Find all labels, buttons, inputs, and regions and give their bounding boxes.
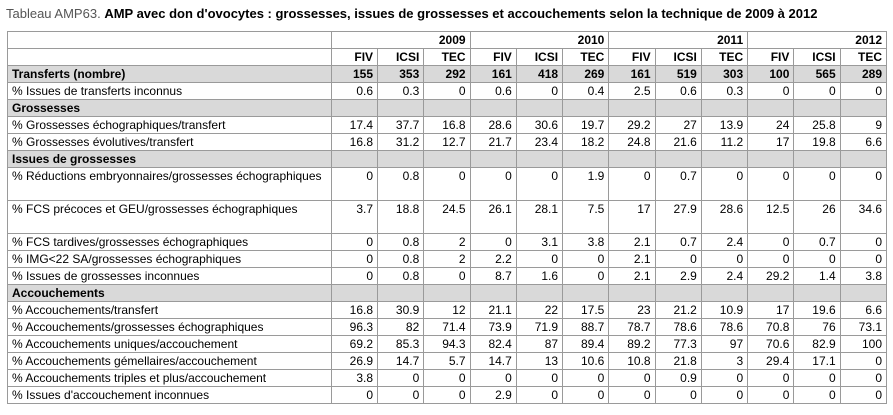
table-cell: 73.1 (840, 319, 886, 336)
table-cell: 6.6 (840, 302, 886, 319)
table-cell: 78.6 (701, 319, 747, 336)
table-cell (516, 285, 562, 302)
table-title (6, 6, 817, 21)
table-cell: 0 (331, 168, 377, 201)
table-row (8, 370, 887, 387)
table-cell: 26.1 (470, 201, 516, 234)
table-cell: 17 (748, 302, 794, 319)
table-cell (331, 100, 377, 117)
table-cell: 0 (840, 387, 886, 404)
table-row (8, 319, 887, 336)
table-cell: 78.6 (655, 319, 701, 336)
table-cell: 73.9 (470, 319, 516, 336)
table-cell (563, 285, 609, 302)
table-cell: 0 (748, 387, 794, 404)
table-cell: 0 (701, 370, 747, 387)
table-cell: 13.9 (701, 117, 747, 134)
year-header-row (8, 32, 887, 49)
table-cell: 0 (470, 234, 516, 251)
table-row (8, 251, 887, 268)
table-cell: 155 (331, 66, 377, 83)
technique-header: FIV (748, 49, 794, 66)
table-cell: 0 (424, 83, 470, 100)
table-cell: 82.4 (470, 336, 516, 353)
table-cell: 0 (424, 268, 470, 285)
table-cell: 0.8 (378, 251, 424, 268)
table-cell: 26.9 (331, 353, 377, 370)
table-cell: 0.8 (378, 168, 424, 201)
table-cell: 21.1 (470, 302, 516, 319)
table-cell: 0.6 (331, 83, 377, 100)
row-label: % Accouchements triples et plus/accouchement (8, 370, 332, 387)
row-label: % Accouchements/grossesses échographiques (8, 319, 332, 336)
table-cell: 2 (424, 234, 470, 251)
row-label: % Accouchements/transfert (8, 302, 332, 319)
table-cell (516, 100, 562, 117)
table-cell: 289 (840, 66, 886, 83)
row-label: % Grossesses échographiques/transfert (8, 117, 332, 134)
table-cell: 0 (424, 370, 470, 387)
table-cell: 71.4 (424, 319, 470, 336)
table-cell: 0 (840, 234, 886, 251)
table-cell (655, 151, 701, 168)
table-cell (655, 100, 701, 117)
table-cell: 0 (701, 387, 747, 404)
table-cell: 31.2 (378, 134, 424, 151)
year-header: 2012 (748, 32, 887, 49)
table-cell: 9 (840, 117, 886, 134)
table-cell (609, 151, 655, 168)
table-cell: 418 (516, 66, 562, 83)
table-cell: 3.1 (516, 234, 562, 251)
table-cell: 14.7 (470, 353, 516, 370)
table-cell: 100 (748, 66, 794, 83)
table-cell (840, 100, 886, 117)
table-row (8, 83, 887, 100)
table-cell: 269 (563, 66, 609, 83)
table-row (8, 268, 887, 285)
table-cell: 70.8 (748, 319, 794, 336)
table-cell: 17.5 (563, 302, 609, 319)
table-cell: 5.7 (424, 353, 470, 370)
technique-header: TEC (563, 49, 609, 66)
table-cell: 21.6 (655, 134, 701, 151)
table-cell: 6.6 (840, 134, 886, 151)
table-cell: 0 (378, 370, 424, 387)
table-cell: 88.7 (563, 319, 609, 336)
table-cell: 0 (563, 387, 609, 404)
table-cell: 0 (516, 168, 562, 201)
table-cell (470, 100, 516, 117)
table-cell: 28.6 (470, 117, 516, 134)
table-row (8, 201, 887, 234)
table-cell: 19.7 (563, 117, 609, 134)
row-label: % Issues de transferts inconnus (8, 83, 332, 100)
table-cell: 18.8 (378, 201, 424, 234)
table-cell: 10.8 (609, 353, 655, 370)
table-cell: 0 (655, 387, 701, 404)
table-cell: 0 (331, 234, 377, 251)
table-cell: 0 (840, 168, 886, 201)
table-cell (378, 151, 424, 168)
table-cell: 0 (748, 83, 794, 100)
table-cell: 0 (516, 83, 562, 100)
table-cell: 0 (516, 387, 562, 404)
table-cell: 0.9 (655, 370, 701, 387)
table-cell: 3.8 (331, 370, 377, 387)
table-cell: 71.9 (516, 319, 562, 336)
table-cell: 77.3 (655, 336, 701, 353)
table-cell: 97 (701, 336, 747, 353)
data-table (7, 31, 887, 404)
technique-header: TEC (424, 49, 470, 66)
header-blank-cell (8, 32, 332, 49)
table-cell (748, 100, 794, 117)
table-cell: 0 (424, 168, 470, 201)
table-cell: 89.4 (563, 336, 609, 353)
table-cell: 13 (516, 353, 562, 370)
table-cell: 3.7 (331, 201, 377, 234)
technique-header: TEC (840, 49, 886, 66)
technique-header: FIV (609, 49, 655, 66)
table-cell: 0.6 (655, 83, 701, 100)
table-cell: 1.6 (516, 268, 562, 285)
table-cell: 17 (748, 134, 794, 151)
table-cell: 70.6 (748, 336, 794, 353)
table-cell: 76 (794, 319, 840, 336)
table-cell: 12.7 (424, 134, 470, 151)
row-label: % Accouchements uniques/accouchement (8, 336, 332, 353)
section-row (8, 151, 887, 168)
table-cell: 0.6 (470, 83, 516, 100)
technique-header: ICSI (378, 49, 424, 66)
table-cell: 3.8 (840, 268, 886, 285)
table-cell: 0 (563, 251, 609, 268)
table-cell (840, 151, 886, 168)
technique-header: FIV (470, 49, 516, 66)
table-cell: 519 (655, 66, 701, 83)
table-cell: 0 (794, 387, 840, 404)
table-cell: 85.3 (378, 336, 424, 353)
table-cell: 30.6 (516, 117, 562, 134)
table-cell (794, 151, 840, 168)
table-cell: 10.6 (563, 353, 609, 370)
table-cell: 7.5 (563, 201, 609, 234)
table-cell (470, 285, 516, 302)
table-cell: 30.9 (378, 302, 424, 319)
section-label: Accouchements (8, 285, 332, 302)
table-cell: 0 (748, 370, 794, 387)
row-label: % Accouchements gémellaires/accouchement (8, 353, 332, 370)
table-cell: 0 (748, 234, 794, 251)
table-cell: 29.4 (748, 353, 794, 370)
table-cell: 78.7 (609, 319, 655, 336)
table-cell: 3.8 (563, 234, 609, 251)
table-cell: 2.1 (609, 234, 655, 251)
table-cell: 0 (748, 251, 794, 268)
table-caption: AMP avec don d'ovocytes : grossesses, issues de grossesses et accouchements selon la technique de 2009 à 2012 (104, 6, 818, 21)
table-cell: 19.8 (794, 134, 840, 151)
table-cell: 10.9 (701, 302, 747, 319)
table-cell (840, 285, 886, 302)
table-row (8, 336, 887, 353)
table-cell (563, 100, 609, 117)
table-cell (516, 151, 562, 168)
row-label: % Réductions embryonnaires/grossesses échographiques (8, 168, 332, 201)
table-cell: 94.3 (424, 336, 470, 353)
table-cell: 29.2 (748, 268, 794, 285)
table-cell: 34.6 (840, 201, 886, 234)
technique-header-row (8, 49, 887, 66)
table-cell: 0 (331, 251, 377, 268)
table-cell: 0 (609, 387, 655, 404)
table-cell: 0 (378, 387, 424, 404)
table-cell: 161 (470, 66, 516, 83)
table-cell: 0 (794, 168, 840, 201)
table-cell (794, 100, 840, 117)
table-cell (748, 285, 794, 302)
table-cell: 89.2 (609, 336, 655, 353)
table-cell: 11.2 (701, 134, 747, 151)
table-body (8, 32, 887, 404)
table-cell: 2.9 (470, 387, 516, 404)
table-cell (563, 151, 609, 168)
table-cell: 12.5 (748, 201, 794, 234)
table-cell: 1.4 (794, 268, 840, 285)
table-cell (794, 285, 840, 302)
row-label: % IMG<22 SA/grossesses échographiques (8, 251, 332, 268)
table-cell: 2 (424, 251, 470, 268)
table-cell (331, 151, 377, 168)
table-cell: 353 (378, 66, 424, 83)
table-cell: 0.3 (378, 83, 424, 100)
table-cell (424, 100, 470, 117)
table-cell: 28.6 (701, 201, 747, 234)
table-cell: 2.1 (609, 251, 655, 268)
section-label: Grossesses (8, 100, 332, 117)
table-cell: 22 (516, 302, 562, 319)
table-row (8, 234, 887, 251)
table-cell (378, 285, 424, 302)
row-label: % Issues de grossesses inconnues (8, 268, 332, 285)
table-cell: 2.2 (470, 251, 516, 268)
table-cell (701, 100, 747, 117)
table-cell: 0 (701, 251, 747, 268)
year-header: 2011 (609, 32, 748, 49)
table-cell: 27 (655, 117, 701, 134)
table-cell: 0 (609, 370, 655, 387)
table-cell: 29.2 (609, 117, 655, 134)
table-cell: 16.8 (424, 117, 470, 134)
section-row (8, 100, 887, 117)
table-cell: 0.7 (794, 234, 840, 251)
table-cell (609, 100, 655, 117)
table-cell: 8.7 (470, 268, 516, 285)
table-cell (424, 151, 470, 168)
table-cell: 27.9 (655, 201, 701, 234)
table-cell: 0 (655, 251, 701, 268)
technique-header: TEC (701, 49, 747, 66)
year-header: 2010 (470, 32, 609, 49)
table-cell: 0.8 (378, 234, 424, 251)
table-cell: 26 (794, 201, 840, 234)
row-label: % Grossesses évolutives/transfert (8, 134, 332, 151)
table-cell: 82.9 (794, 336, 840, 353)
table-cell: 303 (701, 66, 747, 83)
table-cell: 16.8 (331, 134, 377, 151)
table-cell: 0.3 (701, 83, 747, 100)
table-cell: 24.5 (424, 201, 470, 234)
table-cell: 2.4 (701, 234, 747, 251)
table-cell: 100 (840, 336, 886, 353)
table-cell: 82 (378, 319, 424, 336)
table-cell (378, 100, 424, 117)
table-cell (331, 285, 377, 302)
table-cell: 0 (794, 251, 840, 268)
table-cell: 0 (516, 370, 562, 387)
table-cell: 0 (794, 370, 840, 387)
table-cell: 96.3 (331, 319, 377, 336)
table-cell (609, 285, 655, 302)
table-cell: 21.8 (655, 353, 701, 370)
table-cell: 28.1 (516, 201, 562, 234)
row-label: % FCS précoces et GEU/grossesses échographiques (8, 201, 332, 234)
table-cell: 17.1 (794, 353, 840, 370)
table-row (8, 117, 887, 134)
table-cell (424, 285, 470, 302)
table-cell: 0 (331, 268, 377, 285)
table-cell: 24.8 (609, 134, 655, 151)
table-cell (655, 285, 701, 302)
table-cell: 565 (794, 66, 840, 83)
table-cell: 0 (794, 83, 840, 100)
table-cell (470, 151, 516, 168)
row-label: % Issues d'accouchement inconnues (8, 387, 332, 404)
table-cell: 0.8 (378, 268, 424, 285)
table-row (8, 66, 887, 83)
table-cell: 0 (840, 251, 886, 268)
table-cell: 292 (424, 66, 470, 83)
table-cell: 14.7 (378, 353, 424, 370)
table-row (8, 134, 887, 151)
table-cell: 3 (701, 353, 747, 370)
table-cell: 0.4 (563, 83, 609, 100)
table-cell: 0.7 (655, 168, 701, 201)
table-cell: 24 (748, 117, 794, 134)
table-cell: 87 (516, 336, 562, 353)
year-header: 2009 (331, 32, 470, 49)
table-row (8, 353, 887, 370)
section-row (8, 285, 887, 302)
table-cell (701, 285, 747, 302)
table-cell: 0 (331, 387, 377, 404)
table-cell: 0 (609, 168, 655, 201)
technique-header: FIV (331, 49, 377, 66)
table-cell: 0 (563, 268, 609, 285)
table-cell: 12 (424, 302, 470, 319)
table-cell: 37.7 (378, 117, 424, 134)
table-cell: 19.6 (794, 302, 840, 319)
table-cell: 23 (609, 302, 655, 319)
table-cell: 2.5 (609, 83, 655, 100)
table-row (8, 302, 887, 319)
table-cell: 17.4 (331, 117, 377, 134)
table-row (8, 387, 887, 404)
table-cell: 17 (609, 201, 655, 234)
table-row (8, 168, 887, 201)
table-cell: 0 (424, 387, 470, 404)
table-cell: 2.9 (655, 268, 701, 285)
table-cell: 18.2 (563, 134, 609, 151)
technique-header: ICSI (655, 49, 701, 66)
table-cell: 25.8 (794, 117, 840, 134)
table-cell: 0 (470, 168, 516, 201)
technique-header: ICSI (516, 49, 562, 66)
section-label: Issues de grossesses (8, 151, 332, 168)
table-cell: 0.7 (655, 234, 701, 251)
table-cell: 0 (701, 168, 747, 201)
table-cell: 23.4 (516, 134, 562, 151)
table-cell (701, 151, 747, 168)
table-cell (748, 151, 794, 168)
table-cell: 21.2 (655, 302, 701, 319)
table-cell: 0 (840, 83, 886, 100)
table-cell: 69.2 (331, 336, 377, 353)
table-cell: 0 (563, 370, 609, 387)
row-label: % FCS tardives/grossesses échographiques (8, 234, 332, 251)
table-cell: 0 (516, 251, 562, 268)
table-cell: 0 (840, 370, 886, 387)
table-cell: 21.7 (470, 134, 516, 151)
header-blank-cell (8, 49, 332, 66)
table-cell: 1.9 (563, 168, 609, 201)
table-cell: 0 (840, 353, 886, 370)
table-cell: 161 (609, 66, 655, 83)
table-cell: 2.4 (701, 268, 747, 285)
table-cell: 0 (748, 168, 794, 201)
technique-header: ICSI (794, 49, 840, 66)
table-number: Tableau AMP63. (6, 6, 101, 21)
table-cell: 2.1 (609, 268, 655, 285)
table-cell: 0 (470, 370, 516, 387)
table-cell: 16.8 (331, 302, 377, 319)
row-label: Transferts (nombre) (8, 66, 332, 83)
